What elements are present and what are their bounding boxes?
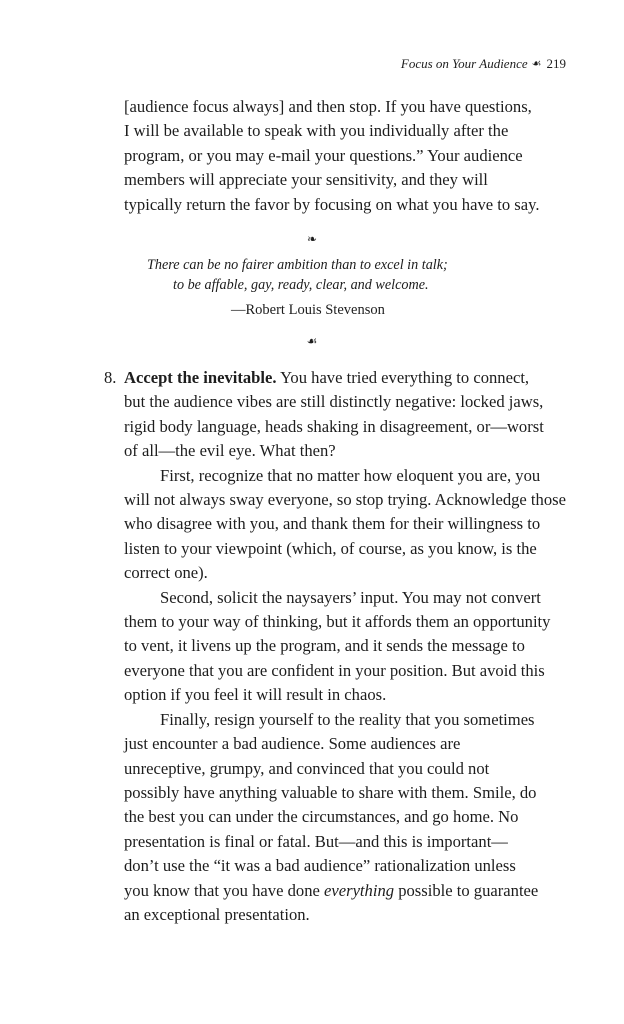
list-item-8 [104,366,574,927]
paragraph-line: correct one). [124,563,208,583]
running-title: Focus on Your Audience [400,56,528,71]
heading-line-rest: You have tried everything to connect, [276,368,530,387]
paragraph-line: possibly have anything valuable to share with them. Smile, do [124,782,537,802]
paragraph-line: program, or you may e-mail your questions.” Your audience [124,145,523,165]
paragraph-line: First, recognize that no matter how eloquent you are, you [160,465,541,485]
paragraph-line: the best you can under the circumstances, and go home. No [124,807,519,827]
paragraph-line: typically return the favor by focusing on what you have to say. [124,194,540,214]
paragraph-line: unreceptive, grumpy, and convinced that you could not [124,758,490,778]
paragraph-line: rigid body language, heads shaking in disagreement, or—worst [124,416,544,436]
paragraph-line: to vent, it livens up the program, and it sends the message to [124,636,525,656]
paragraph-line: of all—the evil eye. What then? [124,441,336,461]
paragraph-line: Second, solicit the naysayers’ input. You may not convert [160,587,541,607]
paragraph-line: an exceptional presentation. [124,904,310,924]
quote-line: to be affable, gay, ready, clear, and welcome. [173,277,429,293]
paragraph-line: don’t use the “it was a bad audience” rationalization unless [124,856,516,876]
item-heading: Accept the inevitable. [124,368,277,387]
paragraph-line: I will be available to speak with you individually after the [124,121,509,141]
page-number: 219 [546,56,566,71]
line-text: possible to guarantee [394,880,539,900]
header-ornament-icon: ☙ [531,58,542,70]
paragraph-line: [audience focus always] and then stop. If you have questions, [124,97,532,116]
continuation-paragraph [124,95,574,217]
paragraph-line: but the audience vibes are still distinctly negative: locked jaws, [124,392,544,412]
item-number: 8. [104,368,117,387]
line-text: you know that you have done [124,880,325,900]
fleuron-bottom-icon: ☙ [306,334,318,348]
paragraph-line: everyone that you are confident in your position. But avoid this [124,660,545,680]
epigraph-quote [147,255,448,295]
paragraph-line: members will appreciate your sensitivity, and they will [124,170,488,190]
emphasis-text: everything [324,880,395,900]
paragraph-line [124,879,574,903]
fleuron-top-icon: ❧ [306,232,318,246]
paragraph-line: who disagree with you, and thank them for their willingness to [124,514,541,534]
epigraph-attribution: —Robert Louis Stevenson [231,302,385,318]
paragraph-line: them to your way of thinking, but it affords them an opportunity [124,612,551,632]
running-header [401,56,566,72]
paragraph-line: Finally, resign yourself to the reality that you sometimes [160,709,535,729]
paragraph-line: presentation is final or fatal. But—and this is important— [124,831,508,851]
quote-line: There can be no fairer ambition than to excel in talk; [147,257,448,273]
paragraph-line [124,366,574,390]
paragraph-line: option if you feel it will result in chaos. [124,685,387,705]
paragraph-line: will not always sway everyone, so stop trying. Acknowledge those [124,490,566,510]
paragraph-line: listen to your viewpoint (which, of course, as you know, is the [124,538,537,558]
paragraph-line: just encounter a bad audience. Some audiences are [124,734,461,754]
